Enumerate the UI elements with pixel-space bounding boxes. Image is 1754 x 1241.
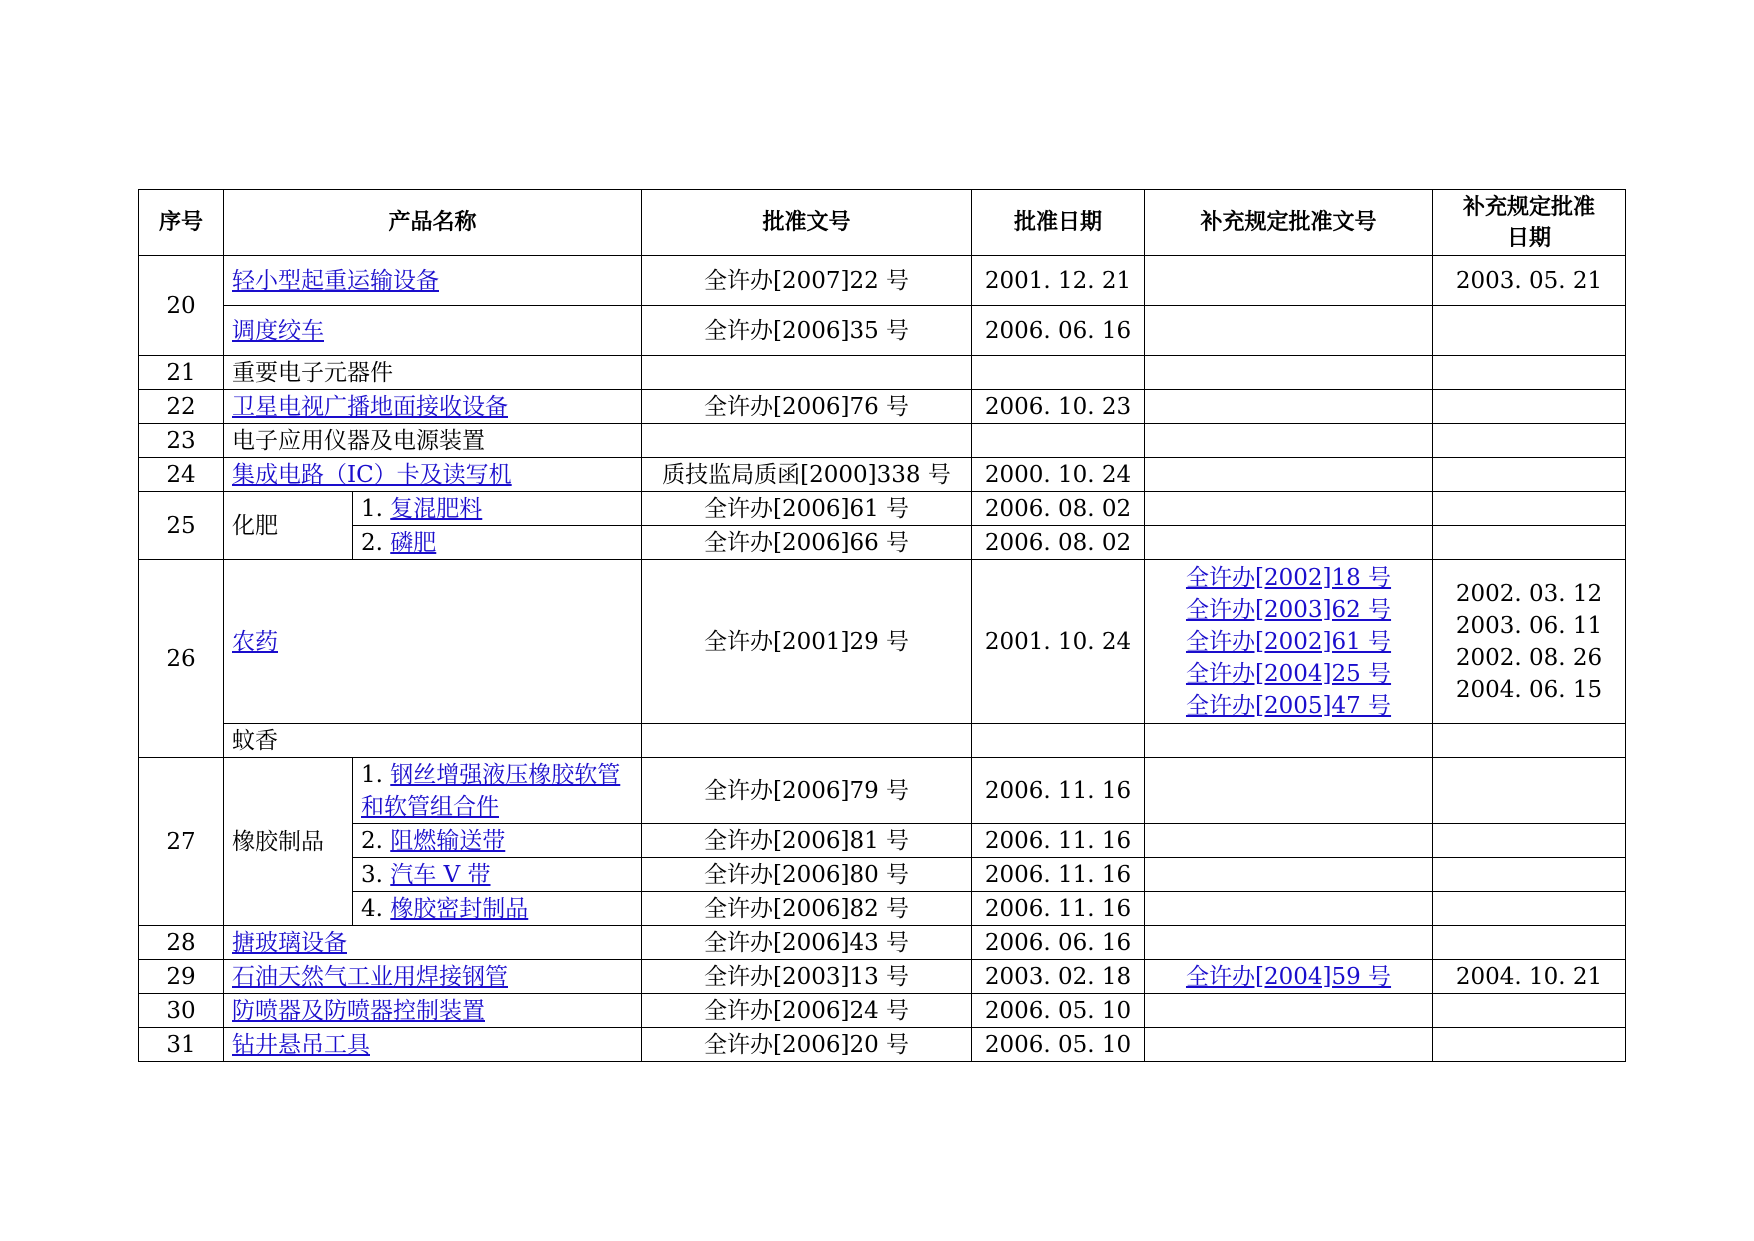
- table-row: [139, 306, 1626, 356]
- supp-doc-link[interactable]: 全许办[2003]62 号: [1185, 596, 1392, 623]
- product-link[interactable]: 复混肥料: [390, 495, 483, 522]
- product-link[interactable]: 橡胶密封制品: [390, 895, 529, 922]
- supp-date-list: [1433, 560, 1626, 724]
- table-row: [139, 824, 1626, 858]
- approval-doc: 全许办[2006]20 号: [642, 1028, 972, 1062]
- row-seq: 26: [139, 560, 224, 758]
- table-row: [139, 892, 1626, 926]
- approval-doc: 全许办[2006]61 号: [642, 492, 972, 526]
- product-link[interactable]: 搪玻璃设备: [232, 929, 347, 956]
- approval-date: 2006. 08. 02: [972, 492, 1145, 526]
- table-row: [139, 1028, 1626, 1062]
- supp-date: 2002. 03. 12: [1455, 580, 1603, 607]
- row-seq: 25: [139, 492, 224, 560]
- item-number: 2.: [361, 827, 391, 854]
- header-row: [139, 190, 1626, 256]
- approval-date: 2006. 05. 10: [972, 1028, 1145, 1062]
- approval-doc: 质技监局质函[2000]338 号: [642, 458, 972, 492]
- approval-doc: 全许办[2006]80 号: [642, 858, 972, 892]
- row-seq: 21: [139, 356, 224, 390]
- supp-doc-list: [1145, 560, 1433, 724]
- table-row: [139, 356, 1626, 390]
- table-row: [139, 926, 1626, 960]
- row-seq: 28: [139, 926, 224, 960]
- product-link[interactable]: 集成电路（IC）卡及读写机: [232, 461, 512, 488]
- product-link[interactable]: 钢丝增强液压橡胶软管和软管组合件: [361, 761, 621, 820]
- approval-doc: 全许办[2006]81 号: [642, 824, 972, 858]
- approval-date: 2006. 11. 16: [972, 824, 1145, 858]
- item-number: 4.: [361, 895, 391, 922]
- supp-date: 2002. 08. 26: [1455, 644, 1603, 671]
- approval-date: 2001. 12. 21: [972, 256, 1145, 306]
- table-row: [139, 724, 1626, 758]
- header-approval-doc: 批准文号: [642, 190, 972, 256]
- supp-doc-link[interactable]: 全许办[2004]59 号: [1185, 963, 1392, 990]
- row-seq: 24: [139, 458, 224, 492]
- product-name: 电子应用仪器及电源装置: [224, 424, 642, 458]
- table-row: [139, 424, 1626, 458]
- header-supp-date-line1: 补充规定批准: [1463, 194, 1596, 220]
- header-approval-date: 批准日期: [972, 190, 1145, 256]
- product-link[interactable]: 磷肥: [390, 529, 437, 556]
- product-license-table: [138, 189, 1626, 1062]
- header-supp-date-line2: 日期: [1507, 225, 1552, 251]
- header-product-name: 产品名称: [224, 190, 642, 256]
- approval-doc: 全许办[2006]35 号: [642, 306, 972, 356]
- product-link[interactable]: 调度绞车: [232, 317, 324, 344]
- approval-doc: 全许办[2001]29 号: [642, 560, 972, 724]
- product-link[interactable]: 农药: [232, 628, 278, 655]
- table-row: [139, 390, 1626, 424]
- row-seq: 22: [139, 390, 224, 424]
- item-number: 1.: [361, 761, 391, 788]
- approval-doc: 全许办[2006]82 号: [642, 892, 972, 926]
- approval-date: 2006. 10. 23: [972, 390, 1145, 424]
- approval-doc: 全许办[2006]43 号: [642, 926, 972, 960]
- item-number: 3.: [361, 861, 391, 888]
- row-seq: 27: [139, 758, 224, 926]
- product-category: 化肥: [224, 492, 353, 560]
- row-seq: 23: [139, 424, 224, 458]
- supp-date: 2004. 06. 15: [1455, 676, 1603, 703]
- item-number: 1.: [361, 495, 391, 522]
- item-number: 2.: [361, 529, 391, 556]
- supp-date: 2003. 05. 21: [1433, 256, 1626, 306]
- row-seq: 31: [139, 1028, 224, 1062]
- approval-doc: 全许办[2007]22 号: [642, 256, 972, 306]
- supp-date: 2003. 06. 11: [1455, 612, 1603, 639]
- supp-doc-empty: [1145, 256, 1433, 306]
- table-row: [139, 560, 1626, 724]
- approval-doc: 全许办[2006]24 号: [642, 994, 972, 1028]
- approval-date: 2006. 06. 16: [972, 306, 1145, 356]
- supp-doc-link[interactable]: 全许办[2005]47 号: [1185, 692, 1392, 719]
- table-row: [139, 994, 1626, 1028]
- approval-doc: 全许办[2006]76 号: [642, 390, 972, 424]
- approval-date: 2001. 10. 24: [972, 560, 1145, 724]
- product-link[interactable]: 汽车 V 带: [390, 861, 491, 888]
- approval-date: 2006. 11. 16: [972, 758, 1145, 824]
- table-row: [139, 458, 1626, 492]
- approval-date: 2000. 10. 24: [972, 458, 1145, 492]
- row-seq: 30: [139, 994, 224, 1028]
- header-seq: 序号: [139, 190, 224, 256]
- supp-doc-link[interactable]: 全许办[2004]25 号: [1185, 660, 1392, 687]
- table-row: [139, 858, 1626, 892]
- product-link[interactable]: 卫星电视广播地面接收设备: [232, 393, 508, 420]
- table-row: [139, 492, 1626, 526]
- product-name: 重要电子元器件: [224, 356, 642, 390]
- approval-date: 2003. 02. 18: [972, 960, 1145, 994]
- table-row: [139, 256, 1626, 306]
- supp-date: 2004. 10. 21: [1433, 960, 1626, 994]
- approval-date: 2006. 05. 10: [972, 994, 1145, 1028]
- approval-date: 2006. 08. 02: [972, 526, 1145, 560]
- header-supp-date: [1433, 190, 1626, 256]
- supp-doc-link[interactable]: 全许办[2002]18 号: [1185, 564, 1392, 591]
- header-supp-doc: 补充规定批准文号: [1145, 190, 1433, 256]
- product-category: 橡胶制品: [224, 758, 353, 926]
- approval-date: 2006. 06. 16: [972, 926, 1145, 960]
- approval-doc: 全许办[2006]79 号: [642, 758, 972, 824]
- row-seq: 20: [139, 256, 224, 356]
- table-row: [139, 960, 1626, 994]
- table-row: [139, 526, 1626, 560]
- supp-doc-link[interactable]: 全许办[2002]61 号: [1185, 628, 1392, 655]
- approval-date: 2006. 11. 16: [972, 858, 1145, 892]
- product-name: 蚊香: [224, 724, 642, 758]
- approval-doc: 全许办[2006]66 号: [642, 526, 972, 560]
- product-link[interactable]: 防喷器及防喷器控制装置: [232, 997, 485, 1024]
- product-link[interactable]: 阻燃输送带: [390, 827, 506, 854]
- approval-date: 2006. 11. 16: [972, 892, 1145, 926]
- product-link[interactable]: 石油天然气工业用焊接钢管: [232, 963, 508, 990]
- approval-doc: 全许办[2003]13 号: [642, 960, 972, 994]
- product-link[interactable]: 轻小型起重运输设备: [232, 267, 439, 294]
- product-link[interactable]: 钻井悬吊工具: [232, 1031, 370, 1058]
- row-seq: 29: [139, 960, 224, 994]
- table-row: [139, 758, 1626, 824]
